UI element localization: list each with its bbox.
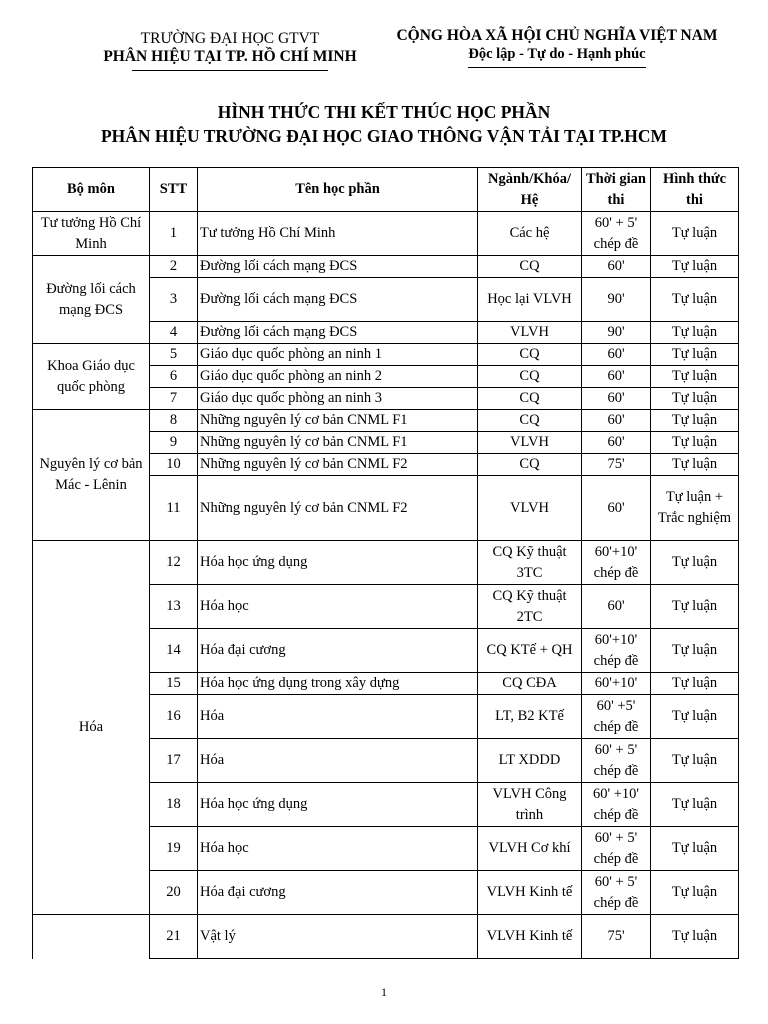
stt-cell: 14: [150, 629, 198, 673]
form-cell: Tự luận: [651, 256, 739, 278]
time-cell: 75': [582, 454, 651, 476]
table-row: [33, 410, 739, 432]
time-cell: 60': [582, 476, 651, 541]
department-cell: Hóa: [33, 541, 150, 915]
table-row: [33, 212, 739, 256]
header-major: Ngành/Khóa/ Hệ: [478, 168, 582, 212]
header-right-underline: [468, 67, 646, 68]
course-cell: Hóa đại cương: [198, 629, 478, 673]
time-cell: 90': [582, 278, 651, 322]
course-cell: Đường lối cách mạng ĐCS: [198, 278, 478, 322]
header-department: Bộ môn: [33, 168, 150, 212]
time-cell: 60': [582, 256, 651, 278]
course-cell: Đường lối cách mạng ĐCS: [198, 256, 478, 278]
time-cell: 75': [582, 915, 651, 959]
major-cell: CQ Kỹ thuật 3TC: [478, 541, 582, 585]
header-form: Hình thức thi: [651, 168, 739, 212]
national-motto: Độc lập - Tự do - Hạnh phúc: [468, 46, 646, 62]
course-cell: Những nguyên lý cơ bản CNML F1: [198, 410, 478, 432]
major-cell: CQ KTế + QH: [478, 629, 582, 673]
page-number: 1: [381, 985, 387, 999]
form-cell: Tự luận: [651, 278, 739, 322]
stt-cell: 18: [150, 783, 198, 827]
course-cell: Đường lối cách mạng ĐCS: [198, 322, 478, 344]
header-stt: STT: [150, 168, 198, 212]
major-cell: Các hệ: [478, 212, 582, 256]
form-cell: Tự luận: [651, 695, 739, 739]
major-cell: CQ CĐA: [478, 673, 582, 695]
table-row: [33, 915, 739, 959]
major-cell: VLVH Kinh tế: [478, 871, 582, 915]
document-title: [30, 100, 738, 148]
stt-cell: 16: [150, 695, 198, 739]
stt-cell: 20: [150, 871, 198, 915]
major-cell: VLVH: [478, 432, 582, 454]
time-cell: 60'+10' chép đề: [582, 541, 651, 585]
major-cell: CQ: [478, 256, 582, 278]
time-cell: 60': [582, 432, 651, 454]
table-row: [33, 256, 739, 278]
header-left-underline: [132, 70, 328, 71]
course-cell: Hóa học ứng dụng trong xây dựng: [198, 673, 478, 695]
course-cell: Những nguyên lý cơ bản CNML F1: [198, 432, 478, 454]
campus-name: PHÂN HIỆU TẠI TP. HỒ CHÍ MINH: [103, 48, 357, 65]
department-cell: Đường lối cách mạng ĐCS: [33, 256, 150, 344]
course-cell: Giáo dục quốc phòng an ninh 1: [198, 344, 478, 366]
major-cell: VLVH: [478, 322, 582, 344]
university-name: TRƯỜNG ĐẠI HỌC GTVT: [140, 30, 320, 47]
time-cell: 60'+10' chép đề: [582, 629, 651, 673]
form-cell: Tự luận: [651, 585, 739, 629]
form-cell: Tự luận: [651, 541, 739, 585]
major-cell: CQ: [478, 454, 582, 476]
time-cell: 60' + 5' chép đề: [582, 739, 651, 783]
major-cell: CQ Kỹ thuật 2TC: [478, 585, 582, 629]
major-cell: CQ: [478, 388, 582, 410]
course-cell: Hóa học ứng dụng: [198, 541, 478, 585]
form-cell: Tự luận: [651, 915, 739, 959]
time-cell: 60' + 5' chép đề: [582, 827, 651, 871]
time-cell: 60': [582, 344, 651, 366]
time-cell: 60' + 5' chép đề: [582, 871, 651, 915]
course-cell: Hóa học: [198, 827, 478, 871]
major-cell: CQ: [478, 344, 582, 366]
header-left: [80, 30, 380, 71]
course-cell: Hóa đại cương: [198, 871, 478, 915]
form-cell: Tự luận: [651, 739, 739, 783]
major-cell: LT, B2 KTế: [478, 695, 582, 739]
stt-cell: 1: [150, 212, 198, 256]
form-cell: Tự luận: [651, 827, 739, 871]
form-cell: Tự luận: [651, 454, 739, 476]
time-cell: 60': [582, 585, 651, 629]
course-cell: Những nguyên lý cơ bản CNML F2: [198, 454, 478, 476]
header-time: Thời gian thi: [582, 168, 651, 212]
title-line-1: HÌNH THỨC THI KẾT THÚC HỌC PHẦN: [217, 102, 551, 122]
time-cell: 60' +5' chép đề: [582, 695, 651, 739]
form-cell: Tự luận: [651, 432, 739, 454]
stt-cell: 6: [150, 366, 198, 388]
time-cell: 60' +10' chép đề: [582, 783, 651, 827]
time-cell: 60'+10': [582, 673, 651, 695]
stt-cell: 21: [150, 915, 198, 959]
time-cell: 60': [582, 388, 651, 410]
form-cell: Tự luận: [651, 322, 739, 344]
major-cell: CQ: [478, 410, 582, 432]
stt-cell: 12: [150, 541, 198, 585]
form-cell: Tự luận: [651, 410, 739, 432]
table-row: [33, 541, 739, 585]
department-cell: Tư tưởng Hồ Chí Minh: [33, 212, 150, 256]
stt-cell: 15: [150, 673, 198, 695]
course-cell: Hóa: [198, 739, 478, 783]
stt-cell: 7: [150, 388, 198, 410]
major-cell: Học lại VLVH: [478, 278, 582, 322]
stt-cell: 9: [150, 432, 198, 454]
department-cell: [33, 915, 150, 959]
time-cell: 60' + 5' chép đề: [582, 212, 651, 256]
table-header-row: [33, 168, 739, 212]
course-cell: Hóa: [198, 695, 478, 739]
table-row: [33, 344, 739, 366]
major-cell: CQ: [478, 366, 582, 388]
national-title: CỘNG HÒA XÃ HỘI CHỦ NGHĨA VIỆT NAM: [396, 27, 718, 44]
course-cell: Tư tưởng Hồ Chí Minh: [198, 212, 478, 256]
major-cell: LT XDDD: [478, 739, 582, 783]
header-right: [378, 27, 736, 68]
form-cell: Tự luận + Trắc nghiệm: [651, 476, 739, 541]
major-cell: VLVH Cơ khí: [478, 827, 582, 871]
major-cell: VLVH Kinh tế: [478, 915, 582, 959]
form-cell: Tự luận: [651, 388, 739, 410]
stt-cell: 3: [150, 278, 198, 322]
course-cell: Hóa học: [198, 585, 478, 629]
time-cell: 60': [582, 410, 651, 432]
stt-cell: 8: [150, 410, 198, 432]
department-cell: Nguyên lý cơ bản Mác - Lênin: [33, 410, 150, 541]
stt-cell: 10: [150, 454, 198, 476]
form-cell: Tự luận: [651, 366, 739, 388]
title-line-2: PHÂN HIỆU TRƯỜNG ĐẠI HỌC GIAO THÔNG VẬN TẢI TẠI TP.HCM: [100, 126, 668, 146]
course-cell: Giáo dục quốc phòng an ninh 2: [198, 366, 478, 388]
header-course: Tên học phần: [198, 168, 478, 212]
course-cell: Vật lý: [198, 915, 478, 959]
form-cell: Tự luận: [651, 212, 739, 256]
stt-cell: 5: [150, 344, 198, 366]
form-cell: Tự luận: [651, 673, 739, 695]
course-cell: Hóa học ứng dụng: [198, 783, 478, 827]
time-cell: 90': [582, 322, 651, 344]
course-cell: Giáo dục quốc phòng an ninh 3: [198, 388, 478, 410]
department-cell: Khoa Giáo dục quốc phòng: [33, 344, 150, 410]
time-cell: 60': [582, 366, 651, 388]
stt-cell: 17: [150, 739, 198, 783]
stt-cell: 19: [150, 827, 198, 871]
form-cell: Tự luận: [651, 871, 739, 915]
course-cell: Những nguyên lý cơ bản CNML F2: [198, 476, 478, 541]
stt-cell: 13: [150, 585, 198, 629]
stt-cell: 4: [150, 322, 198, 344]
form-cell: Tự luận: [651, 783, 739, 827]
form-cell: Tự luận: [651, 629, 739, 673]
form-cell: Tự luận: [651, 344, 739, 366]
exam-table: [32, 167, 739, 959]
major-cell: VLVH Công trình: [478, 783, 582, 827]
stt-cell: 2: [150, 256, 198, 278]
stt-cell: 11: [150, 476, 198, 541]
major-cell: VLVH: [478, 476, 582, 541]
